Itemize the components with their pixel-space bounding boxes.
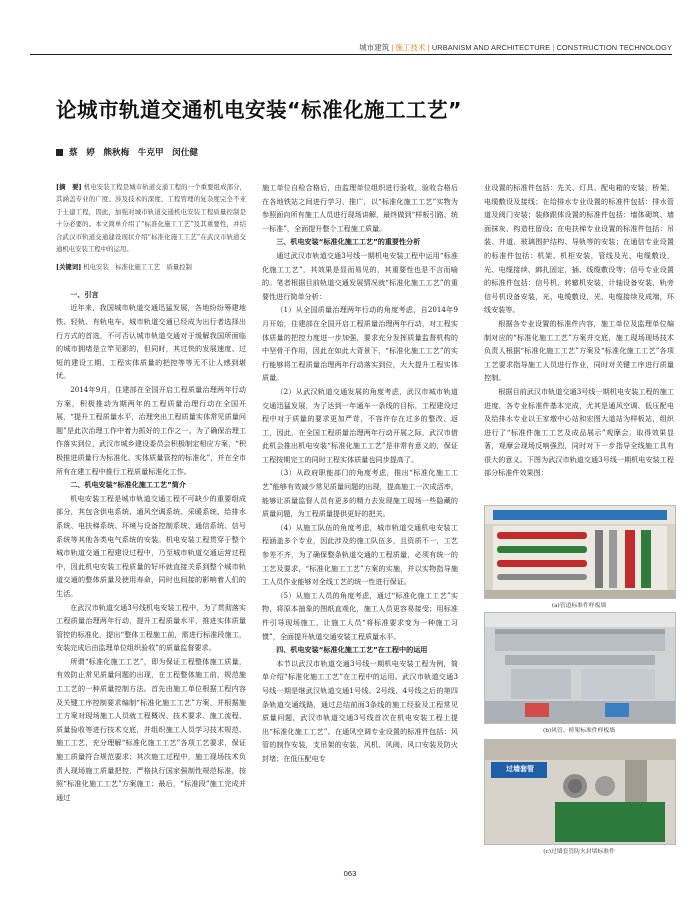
- figure-b-photo: [484, 612, 676, 724]
- paragraph: 业设置的标准件包括：先关、灯具、配电箱的安装，桥架、电缆敷设及接线；在给排水专业设置的标准件包括：排水管道及阀门安装；装修跟体设置的标准件包括：墙体砌筑、墙面抹灰、构造柱留设；在电扶梯专业设置的标准件包括：吊装、井道、玻璃围护结构、导轨等的安装；在通信专业设置的标准件包括：机架、机柜安装，管线及光、电缆敷设，光、电缆接续、綁扎固定，插、线缆敷设等；信号专业设置的标准件包括：信号机、转辙机安装，计轴设备安装，轨旁信号机设备安装，光、电缆敷设，光、电缆接续及成端，环线安装等。: [484, 183, 674, 315]
- paragraph: 施工单位自检合格后，由监理单位组织进行验收，验收合格后在各地铁站之间进行学习、推广，以“标准化施工工艺”实物为参照面向所有施工人员进行现场讲解，最终做到“样板引路、统一标准”，全面提升整个工程施工质量。: [262, 183, 458, 233]
- paragraph: 通过武汉市轨道交通3号线一期机电安装工程中运用“标准化施工工艺”，其效果是显而易见的，其重要性也是不言而喻的。笔者根据目前轨道交通发展情况就“标准化施工工艺”的重要性进行简单分析：: [262, 250, 458, 301]
- author-line: [56, 146, 198, 158]
- paragraph: 本节以武汉市轨道交通3号线一期机电安装工程为例，简单介绍“标准化施工工艺”在工程中的运用。武汉市轨道交通3号线一期是继武汉轨道交通1号线、2号线、4号线之后的第四条轨道交通线路，通过总结前面3条线的施工经验及工程常见质量问题，武汉市轨道交通3号线首次在机电安装工程上提出“标准化施工工艺”。在通风空调专业设置的标准件包括：风管的制作安装，支吊架的安装，风机、风阀、风口安装及防火封堵；在低压配电专: [262, 658, 458, 763]
- section-heading: 三、机电安装“标准化施工工艺”的重要性分析: [276, 237, 421, 247]
- wall-sleeve-illustration: [485, 740, 675, 844]
- header-city: 城市建筑: [359, 43, 390, 52]
- paragraph: （1）从全国质量治理两年行动的角度考虑，自2014年9月开始，住建部在全国开启工程质量治理两年行动，对工程实体质量的把控力度进一步加强，要求充分发挥质量监督机构的中坚骨干作用，因此在如此大背景下，“标准化施工工艺”的实行能够将工程质量治理两年行动落实到位，大大提升工程实体质量。: [262, 305, 458, 383]
- abstract-text: 机电安装工程是城市轨道交通工程的一个重要组成部分，其涵盖专业的广度、涉及技术的深度、工程管理的复杂度完全不亚于土建工程，因此，加强对城市轨道交通机电安装工程质量控制是十分必要的。本文简单介绍了“标准化施工工艺”及其重要性，并结合武汉市轨道交通建设现状介绍“标准化施工工艺”在武汉市轨道交通机电安装工程中的运用。: [56, 183, 246, 254]
- paragraph: 2014年9月，住建部在全国开启工程质量治理两年行动方案，积极推动为期两年的工程质量治理行动在全国开展，“提升工程质量水平，治理突出工程质量实体常见质量问题”是此次治理工作中着力抓好的工作之一。为了确保治理工作落实到位，武汉市城乡建设委员会积极制定相应方案，“积极推进质量行为标准化、实体质量管控的标准化”，并在全市所有在建工程中推行工程质量标准化工作。: [56, 385, 246, 476]
- paragraph: （5）从施工人员的角度考虑，通过“标准化施工工艺”实物，将原本抽象的图纸直观化，施工人员更容易接受；用标准件引导现场施工，让施工人员“将标准要求变为一种施工习惯”，全面提升轨道交通安装工程质量水平。: [262, 590, 458, 641]
- abstract-label: [摘 要]: [56, 183, 82, 191]
- paragraph: 近年来，我国城市轨道交通迅猛发展，各地纷纷筹建地铁、轻轨、有轨电车。城市轨道交通已经成为出行者选择出行方式的首选，不可否认城市轨道交通对于缓解我国所面临的城市拥堵是立竿见影的，但同时，其过快的发展速度、过短的建设工期、工程实体质量的把控等等无不让人感到堪忧。: [56, 303, 246, 381]
- header-rule: [30, 54, 672, 55]
- section-heading: 二、机电安装“标准化施工工艺”简介: [70, 480, 186, 490]
- figure-c-photo: [484, 739, 676, 845]
- keywords-label: [关键词]: [56, 263, 82, 272]
- figure-a-photo: [484, 505, 676, 599]
- header-sep: |: [427, 43, 430, 52]
- authors: 蔡 婷 熊秋梅 牛克甲 闵仕健: [69, 148, 198, 158]
- page-number: 063: [343, 869, 357, 878]
- square-bullet-icon: [56, 149, 63, 156]
- column-3: [484, 181, 674, 480]
- header-sep: |: [552, 43, 555, 52]
- section-heading: 一、引言: [70, 289, 99, 299]
- paragraph: 机电安装工程是城市轨道交通工程不可缺少的重要组成部分，其包含供电系统、通风空调系统、采暖系统、给排水系统、电扶梯系统、环境与设备控制系统、通信系统、信号系统等其他各类电气系统的安装。机电安装工程贯穿于整个城市轨道交通工程建设过程中，乃至城市轨道交通运营过程中，因此机电安装工程质量的好坏就直接关系到整个城市轨道交通的整体质量及使用寿命，同时也间接的影响着人们的生活。: [56, 493, 246, 598]
- sleeve-sign-label: 过墙套管: [506, 765, 534, 773]
- keywords-text: 机电安装 标准化施工工艺 质量控制: [83, 263, 192, 272]
- keywords: [56, 261, 246, 273]
- paragraph: （2）从武汉轨道交通发展的角度考虑，武汉市城市轨道交通迅猛发展，为了达到一年通车一条线的目标，工程建设过程中对于质量的要求更加严苛，不容许存在过多的整改、返工，因此，在全国工程质量治理两年行动开展之际，武汉市借此机会推出机电安装“标准化施工工艺”是非常有意义的，保证工程按期完工的同时工程实体质量也同步提高了。: [262, 386, 458, 464]
- paragraph: 根据各专业设置的标准件内容，施工单位及监理单位编制对应的“标准化施工工艺”方案并交底，施工现场现场技术负责人根据“标准化施工工艺”方案及“标准化施工工艺”各项工艺要求指导施工人员进行作业，同时对关键工序进行质量控制。: [484, 318, 674, 383]
- article-title: 论城市轨道交通机电安装“标准化施工工艺”: [56, 98, 462, 122]
- paragraph: （4）从施工队伍的角度考虑，城市轨道交通机电安装工程涵盖多个专业，因此涉及的施工队伍多，且资质不一，工艺参差不齐，为了确保整条轨道交通的工程质量，必须有统一的工艺及要求，“标准化施工工艺”方案的实施，并以实物指导施工人员作业能够对全线工艺的统一性进行保证。: [262, 522, 458, 587]
- journal-header: [0, 42, 672, 53]
- header-en-2: CONSTRUCTION TECHNOLOGY: [556, 43, 672, 52]
- pipe-wall-illustration: [485, 506, 675, 598]
- duct-tray-wall-illustration: [485, 613, 675, 723]
- paragraph: 根据目前武汉市轨道交通3号线一期机电安装工程的施工进度，各专业标准件基本完成，尤其是通风空调、低压配电及给排水专业以王家墩中心站和宏图大道站为样板站，组织进行了“标准件施工工艺及成品展示”观摩会，取得效果显著，观摩会现场反响强烈，同时对下一步指导全线施工具有很大的意义。下图为武汉市轨道交通3号线一期机电安装工程部分标准件效果图：: [484, 386, 674, 478]
- section-heading: 四、机电安装“标准化施工工艺”在工程中的运用: [276, 645, 428, 655]
- paragraph: 所谓“标准化施工工艺”，即为保证工程整体施工质量，有效防止常见质量问题的出现，在工程整体施工前，规范施工工艺的一种质量控制方法。首先由施工单位根据工程内容及关键工序控制要求编制“标准化施工工艺”方案，并根据施工方案对现场施工人员就工程概况、技术要求、施工流程、质量验收等进行技术交底，并组织施工人员学习技术规范、施工工艺，充分理解“标准化施工工艺”各项工艺要求，保证施工质量符合规范要求；其次施工过程中，施工现场技术负责人现场施工质量把控，严格执行国家强制性规范标准，按照“标准化施工工艺”方案施工；最后，“标准段”施工完成并通过: [56, 656, 246, 802]
- column-2: [262, 181, 458, 766]
- header-sep: |: [391, 43, 394, 52]
- paragraph: （3）从政府职能部门的角度考虑，推出“标准化施工工艺”能够有效减少常见质量问题的出现，提高施工一次成活率，能够让质量监督人员有更多的精力去发现施工现场一些隐藏的质量问题，为工程质量提供更好的把关。: [262, 468, 458, 519]
- abstract: [56, 181, 246, 255]
- header-en-1: URBANISM AND ARCHITECTURE: [431, 43, 551, 52]
- column-1: [56, 181, 246, 804]
- figure-c-caption: (c)过墙套管防火封堵标准件: [543, 849, 615, 855]
- paragraph: 在武汉市轨道交通3号线机电安装工程中，为了贯彻落实工程质量治理两年行动，提升工程质量水平，推进实体质量管控的标准化，提出“整体工程施工前，需进行标准段施工，安装完成后由监理单位组织验收”的质量监督要求。: [56, 602, 246, 653]
- figure-b-caption: (b)风管、桥架标准件样板墙: [543, 728, 615, 734]
- figure-a-caption: (a)管道标准件样板墙: [551, 603, 607, 609]
- header-column: 施工技术: [395, 43, 426, 52]
